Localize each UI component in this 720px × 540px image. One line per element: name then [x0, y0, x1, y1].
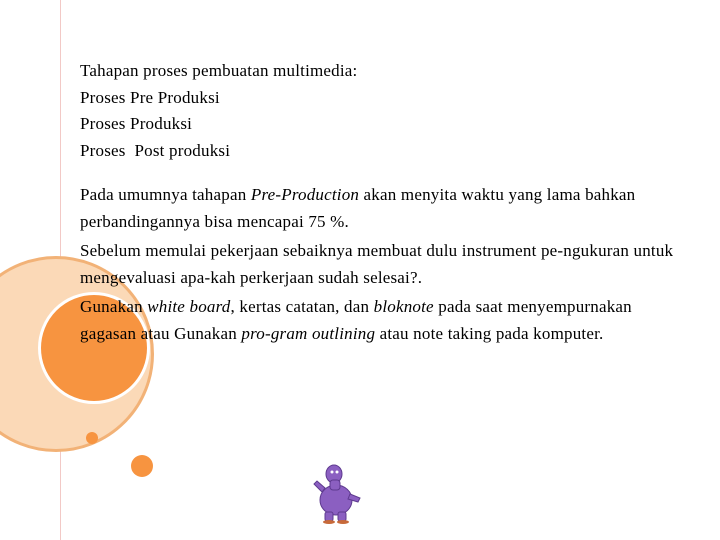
stage-item: Proses Pre Produksi — [80, 87, 220, 107]
italic-run: white board — [147, 297, 231, 316]
text-run: , kertas catatan, dan — [230, 297, 374, 316]
text-run: pada saat menyempurnakan gagasan atau Gunakan — [80, 297, 632, 343]
text-run: akan menyita waktu yang lama bahkan perbandingannya bisa mencapai 75 %. — [80, 185, 636, 231]
text-run: atau note taking pada komputer. — [375, 323, 604, 343]
text-run: Gunakan — [80, 297, 148, 316]
text-run: Pada umumnya tahapan — [80, 185, 251, 204]
slide-heading: Tahapan proses pembuatan multimedia: — [80, 61, 358, 80]
text-run: Sebelum memulai pekerjaan sebaiknya membuat dulu instrument pe-ngukuran untuk mengevaluasi apa-kah perkerjaan sudah selesai?. — [80, 241, 674, 287]
italic-run: Pre-Production — [250, 185, 360, 204]
paragraph-tools — [80, 294, 680, 347]
decor-small-dot — [86, 432, 98, 444]
slide-content — [80, 58, 680, 347]
paragraph-pre-production — [80, 182, 680, 235]
decor-medium-dot — [131, 455, 153, 477]
italic-run: bloknote — [373, 297, 434, 316]
paragraph-instrument — [80, 238, 680, 291]
stage-item: Proses Post produksi — [80, 140, 231, 160]
stage-item: Proses Produksi — [80, 114, 193, 133]
italic-run: pro-gram outlining — [241, 323, 376, 343]
paragraph-block — [80, 182, 680, 347]
purple-mascot-icon — [312, 458, 364, 524]
